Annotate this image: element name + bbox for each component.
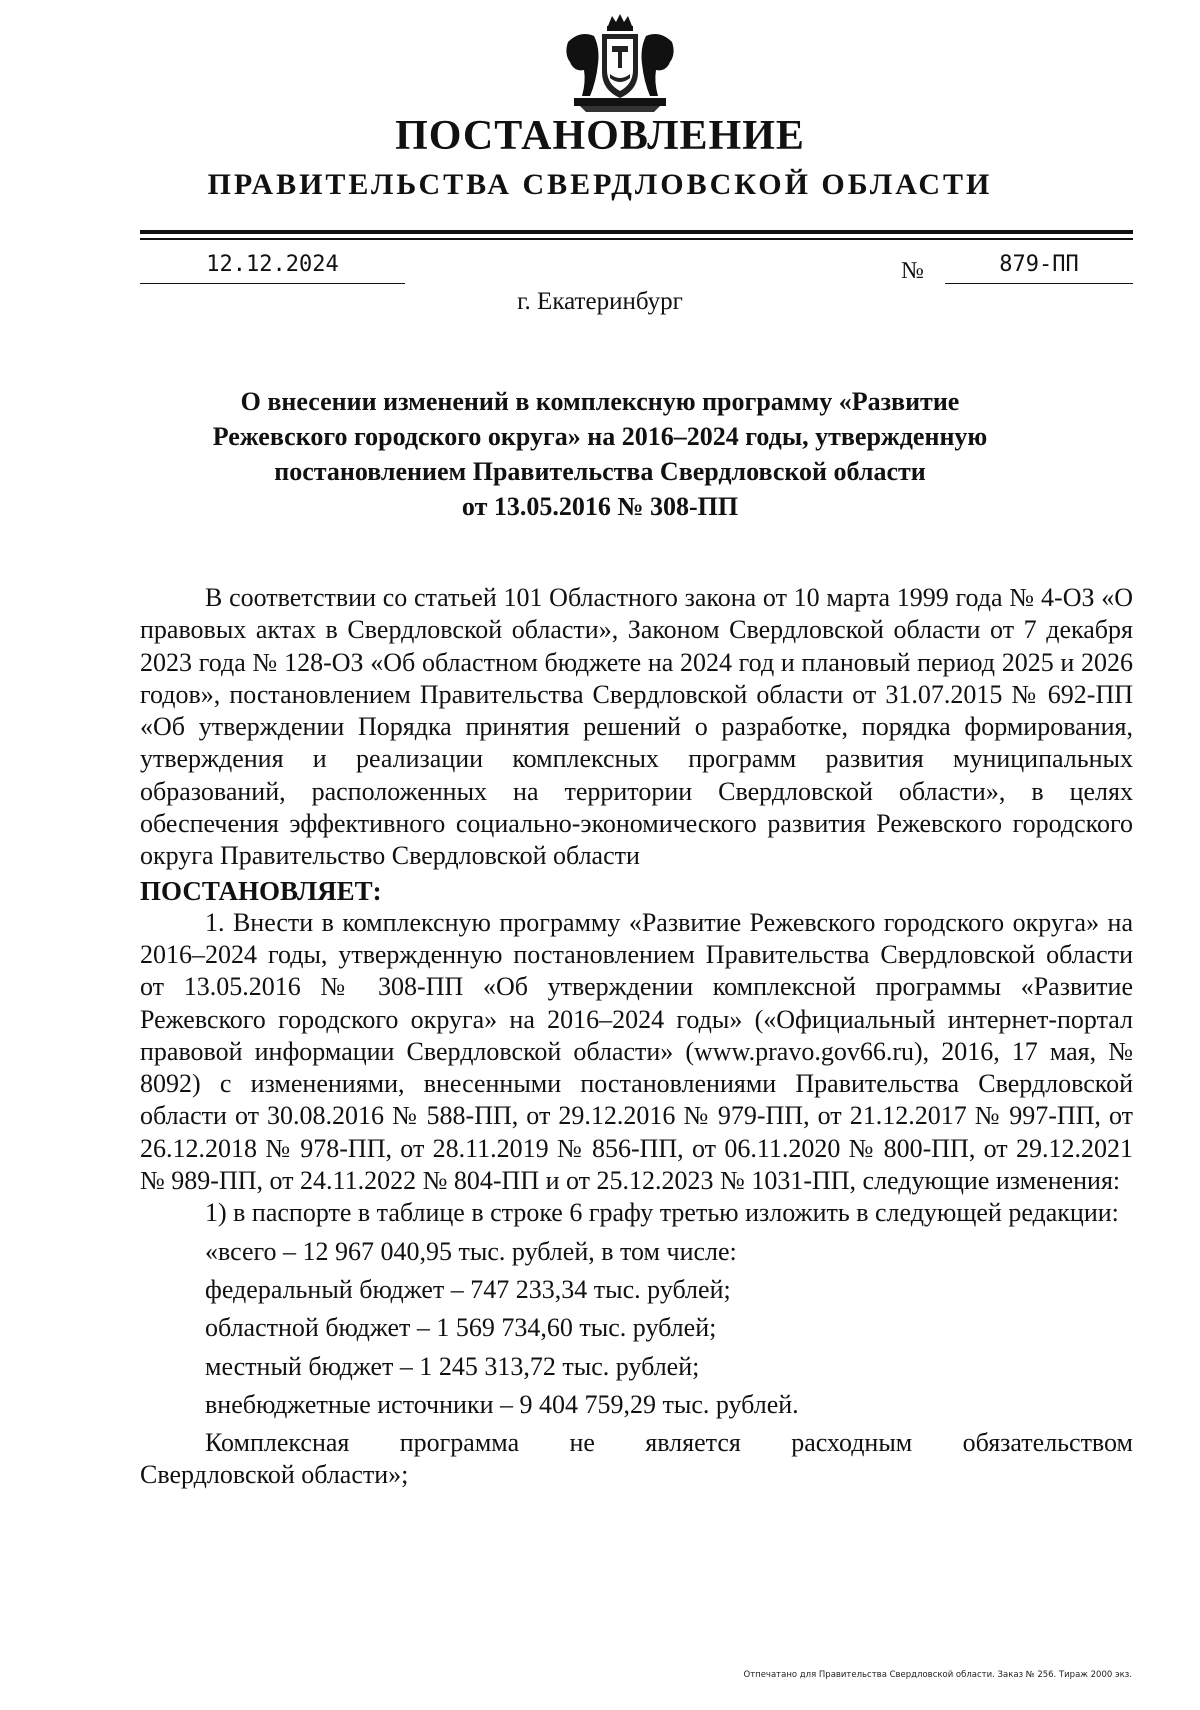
budget-line-local: местный бюджет – 1 245 313,72 тыс. рублей;: [205, 1351, 700, 1381]
header-rule-thin: [140, 238, 1133, 240]
coat-of-arms-icon: [560, 12, 680, 114]
decree-heading: [200, 384, 1000, 524]
item-1-paragraph: 1. Внести в комплексную программу «Развитие Режевского городского округа» на 2016–2024 годы, утвержденную постановлением Правительства Свердловской области от 13.05.2016 № 308-ПП «Об утверждении комплексной программы «Развитие Режевского городского округа» на 2016–2024 годы» («Официальный интернет-портал правовой информации Свердловской области» (www.pravo.gov66.ru), 2016, 17 мая, № 8092) с изменениями, внесенными постановлениями Правительства Свердловской области от 30.08.2016 № 588-ПП, от 29.12.2016 № 979-ПП, от 21.12.2017 № 997-ПП, от 26.12.2018 № 978-ПП, от 28.11.2019 № 856-ПП, от 06.11.2020 № 800-ПП, от 29.12.2021 № 989-ПП, от 24.11.2022 № 804-ПП и от 25.12.2023 № 1031-ПП, следующие изменения:: [140, 907, 1133, 1196]
subitem-1-paragraph: 1) в паспорте в таблице в строке 6 графу третью изложить в следующей редакции:: [205, 1198, 1119, 1228]
budget-line-offbudget: внебюджетные источники – 9 404 759,29 тыс. рублей.: [205, 1389, 799, 1419]
heading-line: О внесении изменений в комплексную программу «Развитие: [240, 387, 960, 416]
budget-line-total: «всего – 12 967 040,95 тыс. рублей, в том числе:: [205, 1236, 737, 1266]
closing-line: Комплексная программа не является расходным обязательством: [205, 1428, 1133, 1458]
intro-paragraph: В соответствии со статьей 101 Областного закона от 10 марта 1999 года № 4-ОЗ «О правовых актах в Свердловской области», Законом Свердловской области от 7 декабря 2023 года № 128-ОЗ «Об областном бюджете на 2024 год и плановый период 2025 и 2026 годов», постановлением Правительства Свердловской области от 31.07.2015 № 692-ПП «Об утверждении Порядка принятия решений о разработке, порядка формирования, утверждения и реализации комплексных программ развития муниципальных образований, расположенных на территории Свердловской области», в целях обеспечения эффективного социально-экономического развития Режевского городского округа Правительство Свердловской области: [140, 583, 1133, 871]
document-title: ПОСТАНОВЛЕНИЕ: [395, 113, 805, 159]
budget-line-federal: федеральный бюджет – 747 233,34 тыс. рублей;: [205, 1274, 731, 1304]
decree-word: ПОСТАНОВЛЯЕТ:: [140, 875, 382, 906]
budget-line-regional: областной бюджет – 1 569 734,60 тыс. рублей;: [205, 1313, 717, 1343]
city-name: г. Екатеринбург: [517, 288, 683, 315]
heading-line: от 13.05.2016 № 308-ПП: [461, 492, 739, 521]
heading-line: Режевского городского округа» на 2016–2024 годы, утвержденную: [212, 422, 988, 451]
document-subtitle: ПРАВИТЕЛЬСТВА СВЕРДЛОВСКОЙ ОБЛАСТИ: [207, 168, 993, 201]
closing-line-end: Свердловской области»;: [140, 1460, 409, 1490]
decree-number: 879-ПП: [945, 250, 1133, 284]
decree-date: 12.12.2024: [140, 250, 405, 284]
heading-line: постановлением Правительства Свердловской области: [274, 457, 926, 486]
document-body: [140, 582, 1133, 1492]
print-note: Отпечатано для Правительства Свердловской области. Заказ № 256. Тираж 2000 экз.: [743, 1670, 1132, 1680]
header-rule-thick: [140, 230, 1133, 234]
number-sign: №: [901, 258, 924, 284]
